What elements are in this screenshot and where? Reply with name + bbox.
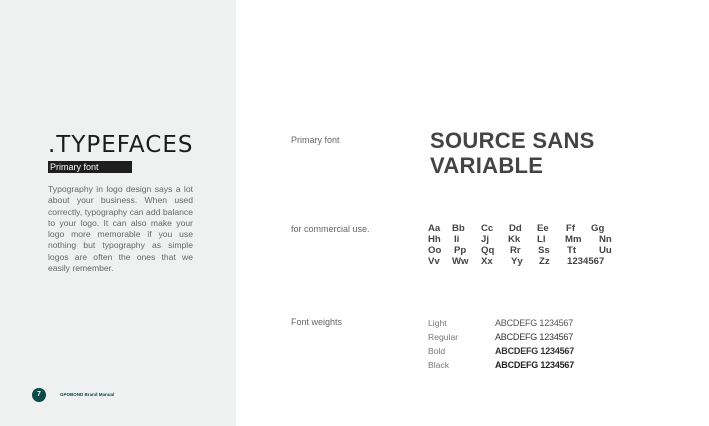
glyph: Uu [599, 245, 612, 256]
glyph: Ll [537, 234, 546, 245]
weight-row-bold [428, 344, 574, 358]
font-name-line-1: SOURCE SANS [430, 128, 595, 153]
glyph-row [428, 234, 616, 245]
weight-row-regular [428, 330, 574, 344]
glyph: Ee [537, 223, 549, 234]
intro-paragraph: Typography in logo design says a lot about your business. When used correctly, typography can add balance to your logo. It can also make your logo more memorable if you use nothing but typography as simple logos are often the ones that we easily remember. [48, 184, 193, 274]
glyph-row [428, 256, 616, 267]
font-weights-label: Font weights [291, 317, 343, 327]
weight-row-light [428, 316, 574, 330]
glyph: Yy [511, 256, 523, 267]
section-title: .TYPEFACES [48, 132, 194, 158]
weight-name: Regular [428, 332, 459, 342]
glyph: Cc [481, 223, 494, 234]
glyph: Oo [428, 245, 442, 256]
glyph: Mm [565, 234, 582, 245]
glyph-row [428, 223, 616, 234]
glyph: Qq [481, 245, 495, 256]
primary-font-label: Primary font [291, 135, 340, 145]
weight-sample: ABCDEFG 1234567 [495, 360, 575, 370]
font-name-heading [430, 128, 595, 178]
glyph: Hh [428, 234, 441, 245]
glyph: Aa [428, 223, 441, 234]
glyph: Ww [452, 256, 469, 267]
weight-name: Black [428, 360, 450, 370]
glyph: Vv [428, 256, 440, 267]
glyph: Ss [538, 245, 550, 256]
glyph: Kk [508, 234, 521, 245]
subtitle-badge: Primary font [48, 161, 132, 173]
glyph: Nn [599, 234, 612, 245]
glyph-grid [428, 223, 616, 267]
font-name-line-2: VARIABLE [430, 153, 544, 178]
weight-name: Bold [428, 346, 446, 356]
glyph: Dd [509, 223, 522, 234]
weight-sample: ABCDEFG 1234567 [495, 318, 574, 328]
glyph: Jj [481, 234, 490, 245]
glyph: 1234567 [567, 256, 605, 267]
glyph: Ff [566, 223, 576, 234]
glyph: Bb [452, 223, 465, 234]
glyph: Xx [481, 256, 493, 267]
font-weights-list [428, 316, 574, 372]
glyph: Pp [454, 245, 467, 256]
weight-row-black [428, 358, 574, 372]
sidebar-panel [0, 0, 236, 426]
weight-sample: ABCDEFG 1234567 [495, 332, 574, 342]
commercial-use-label: for commercial use. [291, 224, 370, 234]
glyph-row [428, 245, 616, 256]
glyph: Ii [454, 234, 460, 245]
glyph: Zz [539, 256, 550, 267]
footer-brand-text: GPOBOND Brand Manual [60, 392, 115, 397]
page-number-badge: 7 [32, 388, 46, 402]
glyph: Gg [591, 223, 605, 234]
glyph: Tt [567, 245, 577, 256]
weight-name: Light [428, 318, 447, 328]
glyph: Rr [510, 245, 521, 256]
weight-sample: ABCDEFG 1234567 [495, 346, 575, 356]
